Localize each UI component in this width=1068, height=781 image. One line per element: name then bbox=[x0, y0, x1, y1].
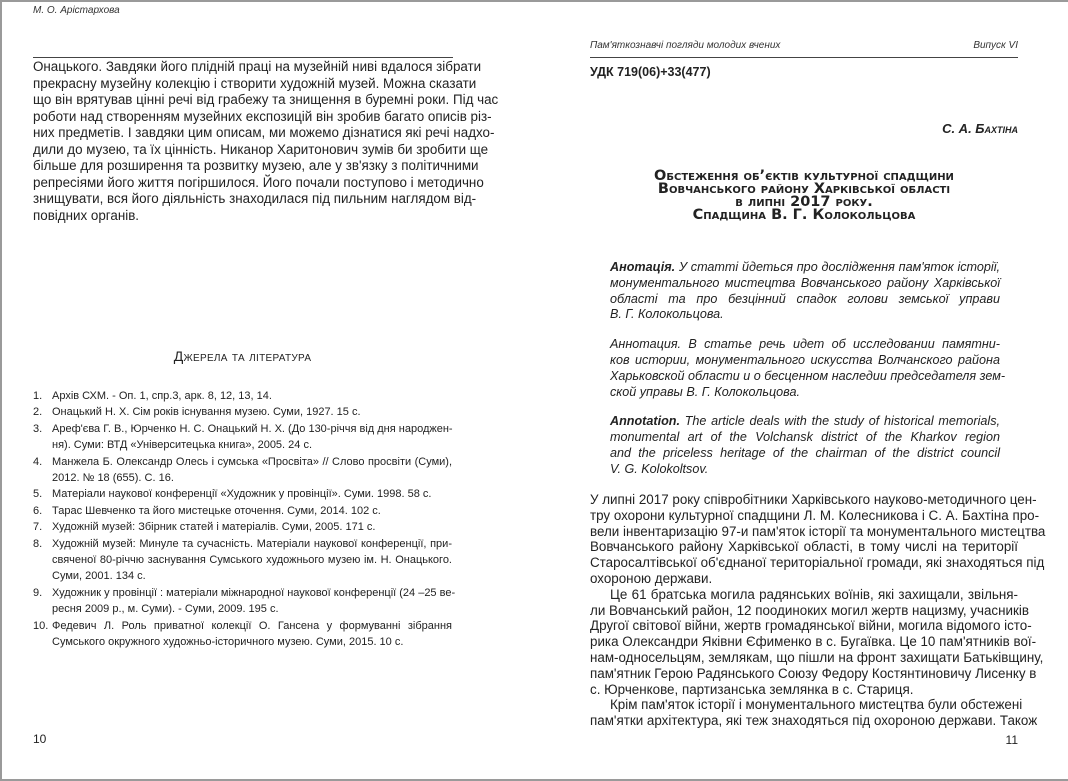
body-line: прекрасну музейну колекцію і створити художній музей. Можна сказати bbox=[33, 75, 477, 91]
abstract-line: Анотація. У статті йдеться про дослідження пам'яток історії, bbox=[610, 260, 1000, 274]
abstract-line: області та про безцінний спадок голови земської управи bbox=[610, 291, 1000, 306]
reference-text bbox=[52, 454, 452, 487]
body-line: Крім пам'яток історії і монументального мистецтва були обстежені bbox=[610, 697, 1023, 713]
body-line: пам'ятник Герою Радянського Союзу Федору Костянтиновичу Лисенку в bbox=[590, 665, 1037, 681]
abstract-block bbox=[610, 260, 1000, 323]
right-body-text bbox=[590, 492, 1046, 729]
reference-line: Матеріали наукової конференції «Художник у провінції». Суми. 1998. 58 с. bbox=[52, 488, 432, 501]
body-line: У липні 2017 року співробітники Харківського науково-методичного цен- bbox=[590, 492, 1037, 507]
paragraph bbox=[590, 697, 1038, 729]
reference-line: 2012. № 18 (655). С. 16. bbox=[52, 472, 174, 485]
title-line: Спадщина В. Г. Колокольцова bbox=[692, 207, 916, 223]
body-line: роботи над створенням музейних експозицій він зробив багато описів різ- bbox=[33, 108, 492, 124]
reference-line: Художник у провінції : матеріали міжнародної наукової конференції (24 –25 ве- bbox=[52, 586, 456, 599]
abstract-line: Харьковской области и о бесценном наследии председателя зем- bbox=[610, 368, 1006, 383]
reference-number: 2. bbox=[33, 406, 43, 419]
left-body-text bbox=[33, 59, 499, 224]
reference-line: Тарас Шевченко та його мистецьке оточення. Суми, 2014. 102 с. bbox=[52, 504, 381, 517]
body-line: репресіями його життя погіршилося. Його почали поступово і методично bbox=[33, 174, 484, 190]
reference-item bbox=[33, 519, 452, 535]
paragraph bbox=[590, 586, 1044, 698]
reference-number: 4. bbox=[33, 455, 43, 468]
reference-number: 1. bbox=[33, 390, 43, 402]
body-line: дили до музею, та їх цінність. Никанор Харитонович зумів би зробити ще bbox=[33, 141, 489, 157]
reference-item bbox=[33, 618, 452, 651]
body-line: знищувати, вся його діяльність знаходилася під пильним наглядом від- bbox=[33, 191, 477, 206]
body-line: повідних органів. bbox=[33, 207, 140, 223]
abstract-line: Аннотация. В статье речь идет об исследовании памятни- bbox=[610, 337, 1000, 352]
abstract-line: and the priceless heritage of the chairman of the district council bbox=[610, 445, 1000, 460]
reference-number: 6. bbox=[33, 504, 43, 517]
left-page-number: 10 bbox=[33, 732, 47, 746]
right-page-number: 11 bbox=[1005, 733, 1018, 747]
reference-text bbox=[52, 519, 452, 535]
reference-text bbox=[52, 585, 455, 618]
issue-label: Випуск VI bbox=[973, 40, 1018, 51]
body-line: Це 61 братська могила радянських воїнів, які захищали, звільня- bbox=[610, 586, 1018, 602]
title-line: в липні 2017 року. bbox=[735, 194, 873, 210]
abstracts bbox=[610, 260, 1006, 478]
reference-item bbox=[33, 486, 452, 502]
body-line: Старосалтівської об'єднаної територіальної громади, які знаходяться під bbox=[590, 555, 1045, 571]
abstract-label: Annotation. bbox=[610, 414, 680, 429]
reference-number: 10. bbox=[33, 619, 49, 632]
reference-line: Манжела Б. Олександр Олесь і сумська «Просвіта» // Слово просвіти (Суми), bbox=[52, 455, 452, 468]
left-running-head: М. О. Арістархова bbox=[33, 5, 120, 16]
abstract-block bbox=[610, 337, 1006, 400]
reference-text bbox=[52, 388, 452, 404]
reference-line: ня). Суми: ВТД «Університецька книга», 2005. 24 с. bbox=[52, 439, 313, 452]
abstract-block bbox=[610, 414, 1000, 477]
reference-list bbox=[33, 388, 456, 651]
reference-number: 9. bbox=[33, 586, 43, 599]
title-line: Обстеження об’єктів культурної спадщини bbox=[654, 168, 954, 184]
left-header-rule bbox=[33, 57, 453, 58]
abstract-line: Annotation. The article deals with the study of historical memorials, bbox=[610, 414, 1000, 429]
sources-heading: Джерела та література bbox=[173, 348, 312, 364]
abstract-label: Анотація. bbox=[610, 260, 676, 274]
body-line: що він врятував цінні речі від грабежу та знищення в буремні роки. Під час bbox=[33, 92, 499, 107]
reference-line: Суми, 2001. 134 с. bbox=[52, 570, 146, 583]
reference-text bbox=[52, 486, 452, 502]
title-line: Вовчанського району Харківської області bbox=[657, 181, 951, 197]
reference-line: Художній музей: Збірник статей і матеріалів. Суми, 2005. 171 с. bbox=[52, 521, 376, 534]
article-title bbox=[590, 170, 1018, 222]
right-header-rule bbox=[590, 57, 1018, 58]
reference-number: 7. bbox=[33, 521, 43, 534]
abstract-line: ков истории, монументального искусства Волчанского района bbox=[610, 352, 1000, 367]
reference-line: Художній музей: Минуле та сучасність. Матеріали наукової конференції, при- bbox=[52, 537, 452, 550]
body-line: вели інвентаризацію 97-и пам'яток історії та монументального мистецтва bbox=[590, 523, 1046, 539]
reference-item bbox=[33, 454, 452, 487]
reference-line: Онацький Н. Х. Сім років існування музею. Суми, 1927. 15 с. bbox=[52, 406, 361, 419]
body-line: більше для розширення та розвитку музею, але у зв'язку з політичними bbox=[33, 158, 479, 173]
body-line: нам-односельцям, землякам, що пішли на фронт захищати Батьківщину, bbox=[590, 649, 1044, 665]
reference-item bbox=[33, 536, 452, 585]
body-line: них предметів. І завдяки цим описам, ми можемо дізнатися які речі надхо- bbox=[33, 125, 495, 140]
reference-number: 5. bbox=[33, 488, 43, 501]
reference-item bbox=[33, 585, 456, 618]
abstract-line: В. Г. Колокольцова. bbox=[610, 307, 724, 322]
body-line: пам'ятки архітектура, які теж знаходяться під охороною держави. Також bbox=[590, 713, 1038, 729]
reference-item bbox=[33, 503, 452, 519]
abstract-line: ской управы В. Г. Колокольцова. bbox=[610, 384, 800, 399]
reference-text bbox=[52, 618, 452, 651]
reference-text bbox=[52, 503, 452, 519]
reference-item bbox=[33, 388, 452, 404]
body-line: Онацького. Завдяки його плідній праці на музейній ниві вдалося зібрати bbox=[33, 59, 482, 74]
body-line: охороною держави. bbox=[590, 570, 713, 586]
article-author: С. А. Бахтіна bbox=[942, 121, 1018, 136]
body-line: Вовчанського району Харківської області, в тому числі на території bbox=[590, 539, 1018, 555]
right-running-head: Пам'яткознавчі погляди молодих вчених bbox=[590, 40, 781, 51]
body-line: с. Юрченкове, партизанська землянка в с. Стариця. bbox=[590, 681, 914, 697]
body-line: рика Олександри Яківни Єфименко в с. Бугаївка. Це 10 пам'ятників вої- bbox=[590, 634, 1037, 650]
abstract-line: монументального мистецтва Вовчанського району Харківської bbox=[610, 275, 1000, 290]
paragraph bbox=[590, 492, 1046, 587]
reference-item bbox=[33, 421, 452, 454]
abstract-line: V. G. Kolokoltsov. bbox=[610, 461, 709, 476]
body-line: тру охорони культурної спадщини Л. М. Колесникова і С. А. Бахтіна про- bbox=[590, 507, 1040, 523]
reference-number: 3. bbox=[33, 422, 43, 435]
reference-item bbox=[33, 404, 452, 420]
reference-text bbox=[52, 421, 453, 454]
reference-text bbox=[52, 404, 452, 420]
reference-number: 8. bbox=[33, 537, 43, 550]
reference-line: Федевич Л. Роль приватної колекції О. Гансена у формуванні зібрання bbox=[52, 619, 452, 632]
reference-line: Архів СХМ. - Оп. 1, спр.3, арк. 8, 12, 13, 14. bbox=[52, 390, 272, 402]
reference-line: свяченої 80-річчю заснування Сумського художнього музею ім. Н. Онацького. bbox=[52, 554, 452, 567]
body-line: Другої світової війни, жертв громадянської війни, могила відомого істо- bbox=[590, 618, 1032, 634]
abstract-line: monumental art of the Volchansk district of the Kharkov region bbox=[610, 430, 1000, 445]
reference-line: Сумського окружного художньо-історичного музею. Суми, 2015. 10 с. bbox=[52, 636, 404, 649]
body-line: ли Вовчанський район, 12 поодиноких могил жертв нацизму, учасників bbox=[590, 602, 1029, 618]
udc-code: УДК 719(06)+33(477) bbox=[590, 65, 711, 79]
reference-line: ресня 2009 р., м. Суми). - Суми, 2009. 195 с. bbox=[52, 603, 279, 616]
reference-text bbox=[52, 536, 452, 585]
reference-line: Ареф'єва Г. В., Юрченко Н. С. Онацький Н. Х. (До 130-річчя від дня народжен- bbox=[52, 422, 453, 435]
